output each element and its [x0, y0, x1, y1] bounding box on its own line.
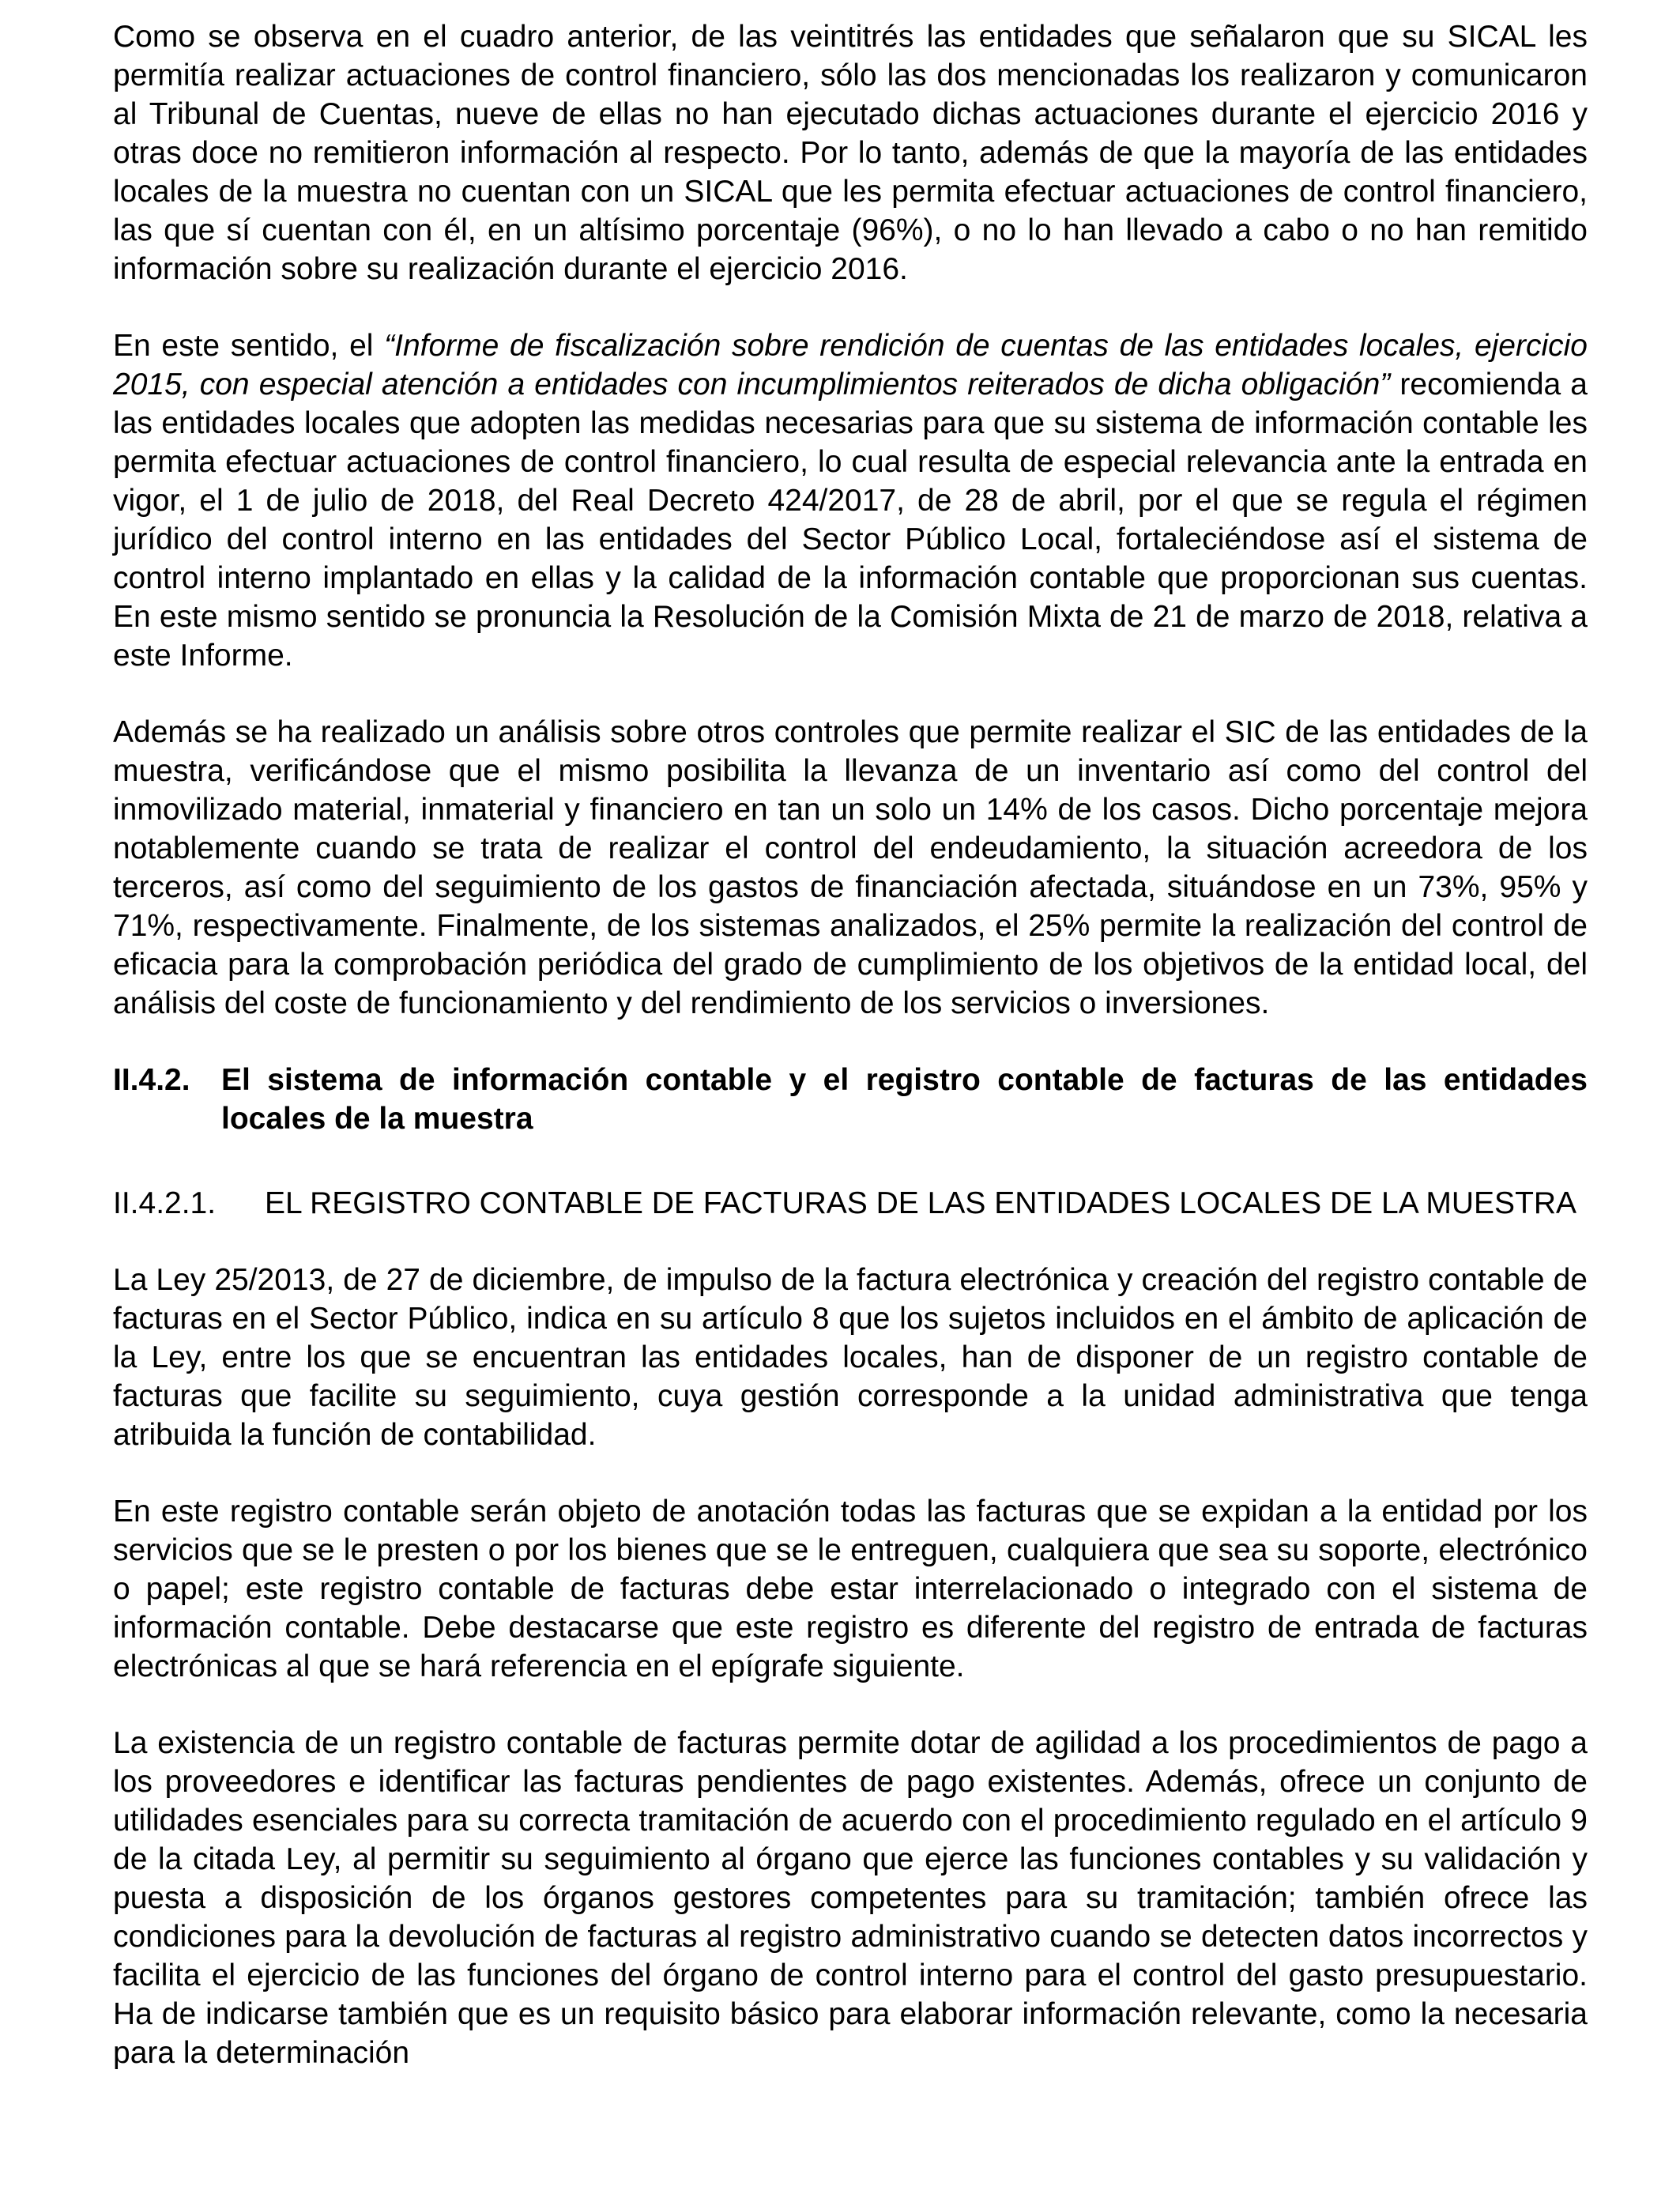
section-title: El sistema de información contable y el registro contable de facturas de las entidades locales de la muestra: [221, 1063, 1588, 1136]
paragraph-lead-text: En este sentido, el: [113, 329, 385, 363]
subsection-heading-ii-4-2-1: [113, 1184, 1588, 1223]
document-page: [113, 17, 1588, 2072]
paragraph-rest-text: recomienda a las entidades locales que adopten las medidas necesarias para que su sistema de información contable les permita efectuar actuaciones de control financiero, lo cual resulta de especial relevancia ante la entrada en vigor, el 1 de julio de 2018, del Real Decreto 424/2017, de 28 de abril, por el que se regula el régimen jurídico del control interno en las entidades del Sector Público Local, fortaleciéndose así el sistema de control interno implantado en ellas y la calidad de la información contable que proporcionan sus cuentas. En este mismo sentido se pronuncia la Resolución de la Comisión Mixta de 21 de marzo de 2018, relativa a este Informe.: [113, 368, 1588, 673]
subsection-title: EL REGISTRO CONTABLE DE FACTURAS DE LAS ENTIDADES LOCALES DE LA MUESTRA: [265, 1186, 1577, 1220]
report-title-italic: “Informe de fiscalización sobre rendición de cuentas de las entidades locales, ejercicio 2015, con especial atención a entidades con incumplimientos reiterados de dicha obligación”: [113, 329, 1588, 401]
paragraph-registro-agilidad: La existencia de un registro contable de facturas permite dotar de agilidad a los procedimientos de pago a los proveedores e identificar las facturas pendientes de pago existentes. Además, ofrece un conjunto de utilidades esenciales para su correcta tramitación de acuerdo con el procedimiento regulado en el artículo 9 de la citada Ley, al permitir su seguimiento al órgano que ejerce las funciones contables y su validación y puesta a disposición de los órganos gestores competentes para su tramitación; también ofrece las condiciones para la devolución de facturas al registro administrativo cuando se detecten datos incorrectos y facilita el ejercicio de las funciones del órgano de control interno para el control del gasto presupuestario. Ha de indicarse también que es un requisito básico para elaborar información relevante, como la necesaria para la determinación: [113, 1726, 1588, 2070]
section-number: II.4.2.: [113, 1063, 190, 1097]
paragraph-otros-controles: Además se ha realizado un análisis sobre otros controles que permite realizar el SIC de las entidades de la muestra, verificándose que el mismo posibilita la llevanza de un inventario así como del control del inmovilizado material, inmaterial y financiero en tan un solo un 14% de los casos. Dicho porcentaje mejora notablemente cuando se trata de realizar el control del endeudamiento, la situación acreedora de los terceros, así como del seguimiento de los gastos de financiación afectada, situándose en un 73%, 95% y 71%, respectivamente. Finalmente, de los sistemas analizados, el 25% permite la realización del control de eficacia para la comprobación periódica del grado de cumplimiento de los objetivos de la entidad local, del análisis del coste de funcionamiento y del rendimiento de los servicios o inversiones.: [113, 715, 1588, 1020]
paragraph-ley-25-2013: La Ley 25/2013, de 27 de diciembre, de impulso de la factura electrónica y creación del registro contable de facturas en el Sector Público, indica en su artículo 8 que los sujetos incluidos en el ámbito de aplicación de la Ley, entre los que se encuentran las entidades locales, han de disponer de un registro contable de facturas que facilite su seguimiento, cuya gestión corresponde a la unidad administrativa que tenga atribuida la función de contabilidad.: [113, 1263, 1588, 1452]
paragraph-informe-recomendacion: [113, 326, 1588, 675]
subsection-number: II.4.2.1.: [113, 1186, 217, 1220]
paragraph-registro-contable-anotacion: En este registro contable serán objeto de anotación todas las facturas que se expidan a la entidad por los servicios que se le presten o por los bienes que se le entreguen, cualquiera que sea su soporte, electrónico o papel; este registro contable de facturas debe estar interrelacionado o integrado con el sistema de información contable. Debe destacarse que este registro es diferente del registro de entrada de facturas electrónicas al que se hará referencia en el epígrafe siguiente.: [113, 1495, 1588, 1683]
paragraph-sical-control-financiero: Como se observa en el cuadro anterior, de las veintitrés las entidades que señalaron que su SICAL les permitía realizar actuaciones de control financiero, sólo las dos mencionadas los realizaron y comunicaron al Tribunal de Cuentas, nueve de ellas no han ejecutado dichas actuaciones durante el ejercicio 2016 y otras doce no remitieron información al respecto. Por lo tanto, además de que la mayoría de las entidades locales de la muestra no cuentan con un SICAL que les permita efectuar actuaciones de control financiero, las que sí cuentan con él, en un altísimo porcentaje (96%), o no lo han llevado a cabo o no han remitido información sobre su realización durante el ejercicio 2016.: [113, 20, 1588, 286]
section-heading-ii-4-2: [113, 1061, 1588, 1138]
